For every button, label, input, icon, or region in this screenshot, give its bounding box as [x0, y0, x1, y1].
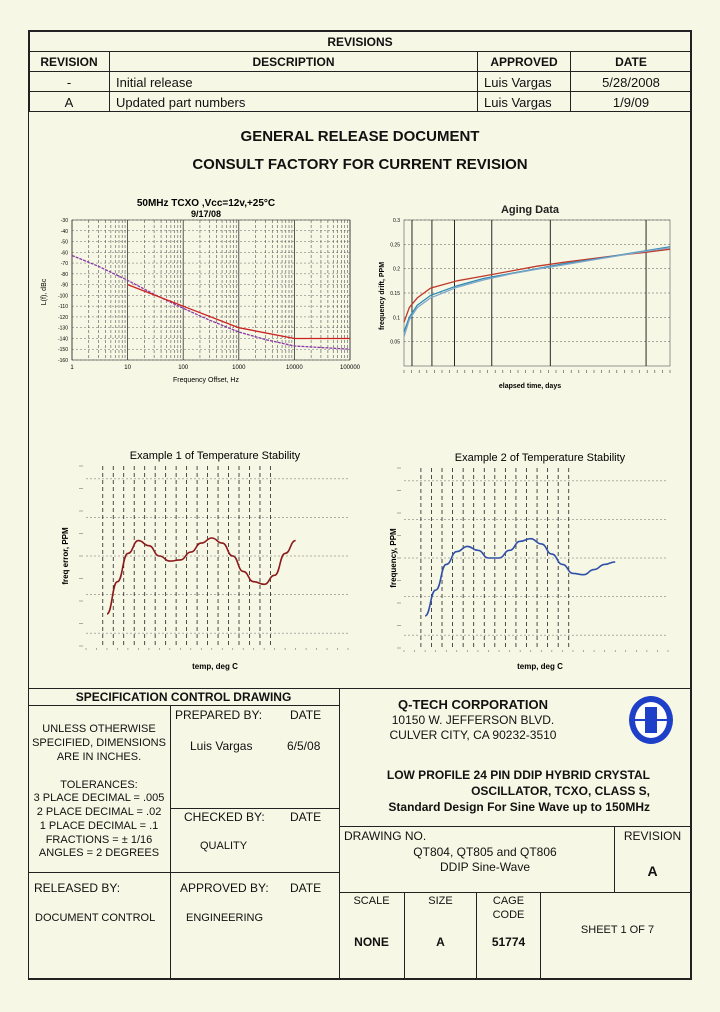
tolerance-line: 3 PLACE DECIMAL = .005 [33, 792, 165, 804]
product-line-1: LOW PROFILE 24 PIN DDIP HYBRID CRYSTAL [386, 768, 650, 782]
series-line-unit-3 [404, 248, 670, 337]
phase-noise-title: 50MHz TCXO ,Vcc=12v,+25°C [136, 198, 276, 209]
prepared-by-label: PREPARED BY: [175, 708, 263, 722]
desc-cell: Initial release [116, 75, 193, 90]
product-line-2: OSCILLATOR, TCXO, CLASS S, [471, 784, 650, 798]
temp-stability-chart-2 [384, 448, 684, 676]
series-line-unit-1 [404, 249, 670, 322]
y-tick-label: 0.25 [390, 242, 400, 249]
y-tick-label: -30 [60, 218, 68, 224]
y-tick-label: 0.3 [393, 218, 400, 224]
y-tick-label: -120 [57, 314, 68, 321]
company-name: Q-TECH CORPORATION [398, 697, 548, 712]
x-tick-label: 1 [70, 365, 74, 371]
x-tick-label: 10000 [286, 365, 303, 371]
cage-label: CAGE [492, 895, 525, 907]
y-tick-label: -90 [60, 282, 68, 289]
logo-crystal [645, 707, 657, 733]
tolerance-line: 1 PLACE DECIMAL = .1 [39, 820, 159, 832]
y-tick-label: -100 [57, 293, 68, 300]
tolerance-line: 2 PLACE DECIMAL = .02 [36, 806, 162, 818]
scale-value: NONE [354, 935, 389, 949]
size-value: A [436, 935, 445, 949]
rev-cell: A [64, 95, 74, 110]
prepared-date-value: 6/5/08 [287, 739, 321, 753]
revisions-title: REVISIONS [327, 35, 393, 49]
approved-cell: Luis Vargas [484, 95, 552, 110]
y-tick-label: -40 [60, 228, 68, 235]
series-line-measured [72, 256, 350, 350]
scd-title: SPECIFICATION CONTROL DRAWING [75, 690, 292, 704]
aging-title: Aging Data [500, 204, 560, 216]
cage-value: 51774 [491, 935, 526, 949]
tolerance-line: ANGLES = 2 DEGREES [38, 847, 160, 859]
temp-stability-2-xlabel: temp, deg C [517, 662, 563, 671]
banner-line-1: GENERAL RELEASE DOCUMENT [240, 128, 480, 145]
drawing-no-label: DRAWING NO. [344, 829, 427, 843]
y-tick-label: -130 [57, 325, 68, 332]
q-tech-logo [628, 695, 674, 745]
approved-by-value: ENGINEERING [186, 912, 264, 924]
temp-stability-1-ylabel: freq error, PPM [61, 527, 70, 585]
phase-noise-xlabel: Frequency Offset, Hz [172, 377, 240, 384]
date-cell: 5/28/2008 [602, 75, 660, 90]
approved-header: APPROVED [490, 55, 558, 69]
date-cell: 1/9/09 [612, 95, 650, 110]
x-tick-label: 10 [124, 365, 131, 371]
note-line: SPECIFIED, DIMENSIONS [32, 737, 166, 749]
sheet-number: SHEET 1 OF 7 [580, 924, 655, 936]
y-tick-label: 0.15 [390, 291, 400, 297]
revision-label: REVISION [623, 829, 682, 843]
x-tick-label: 1000 [232, 365, 246, 371]
series-line-example-2 [425, 539, 615, 616]
company-address-2: CULVER CITY, CA 90232-3510 [389, 728, 557, 742]
phase-noise-date: 9/17/08 [190, 209, 222, 219]
x-tick-label: 100000 [339, 365, 360, 371]
y-tick-label: -140 [57, 336, 68, 343]
temp-stability-1-title: Example 1 of Temperature Stability [129, 450, 301, 462]
x-tick-label: 100 [178, 365, 189, 371]
series-line-unit-2 [404, 247, 670, 332]
size-label: SIZE [428, 895, 453, 907]
y-tick-label: -160 [57, 358, 68, 364]
y-tick-label: -150 [57, 347, 68, 354]
phase-noise-ylabel: L(f), dBc [41, 278, 48, 306]
date-header: DATE [615, 55, 647, 69]
checked-by-label: CHECKED BY: [184, 810, 265, 824]
desc-cell: Updated part numbers [116, 95, 246, 110]
banner-line-2: CONSULT FACTORY FOR CURRENT REVISION [192, 156, 528, 173]
temp-stability-1-xlabel: temp, deg C [192, 662, 238, 671]
checked-date-label: DATE [290, 810, 322, 824]
approved-date-label: DATE [290, 881, 322, 895]
y-tick-label: -60 [60, 250, 68, 257]
company-address-1: 10150 W. JEFFERSON BLVD. [391, 713, 555, 727]
approved-cell: Luis Vargas [484, 75, 552, 90]
note-line: ARE IN INCHES. [56, 751, 142, 763]
y-tick-label: -70 [60, 261, 68, 268]
aging-chart [376, 198, 676, 394]
released-by-label: RELEASED BY: [34, 881, 121, 895]
temp-stability-chart-1 [56, 446, 356, 676]
aging-ylabel: frequency drift, PPM [379, 261, 386, 331]
drawing-no-subtitle: DDIP Sine-Wave [439, 860, 531, 874]
note-line: UNLESS OTHERWISE [42, 723, 156, 735]
cage-label-2: CODE [492, 909, 525, 921]
approved-by-label: APPROVED BY: [180, 881, 269, 895]
y-tick-label: -110 [58, 304, 68, 311]
tolerance-line: FRACTIONS = ± 1/16 [45, 834, 153, 846]
temp-stability-2-ylabel: frequency, PPM [389, 528, 398, 588]
prepared-date-label: DATE [290, 708, 322, 722]
checked-by-value: QUALITY [200, 840, 248, 852]
revision-header: REVISION [40, 55, 98, 69]
released-by-value: DOCUMENT CONTROL [35, 912, 156, 924]
prepared-by-value: Luis Vargas [190, 739, 253, 753]
revision-value: A [647, 863, 658, 879]
y-tick-label: -50 [60, 239, 68, 246]
temp-stability-2-title: Example 2 of Temperature Stability [454, 452, 626, 464]
y-tick-label: 0.05 [390, 339, 400, 346]
scale-label: SCALE [353, 895, 390, 907]
phase-noise-chart [30, 192, 360, 388]
aging-xlabel: elapsed time, days [498, 383, 562, 390]
description-header: DESCRIPTION [252, 55, 335, 69]
drawing-no-value: QT804, QT805 and QT806 [413, 845, 557, 859]
y-tick-label: 0.2 [393, 266, 400, 273]
product-line-3: Standard Design For Sine Wave up to 150MHz [388, 800, 650, 814]
y-tick-label: 0.1 [393, 315, 400, 322]
series-line-example-1 [107, 538, 296, 614]
rev-cell: - [66, 75, 72, 90]
tolerances-label: TOLERANCES: [60, 779, 138, 791]
y-tick-label: -80 [60, 271, 68, 278]
